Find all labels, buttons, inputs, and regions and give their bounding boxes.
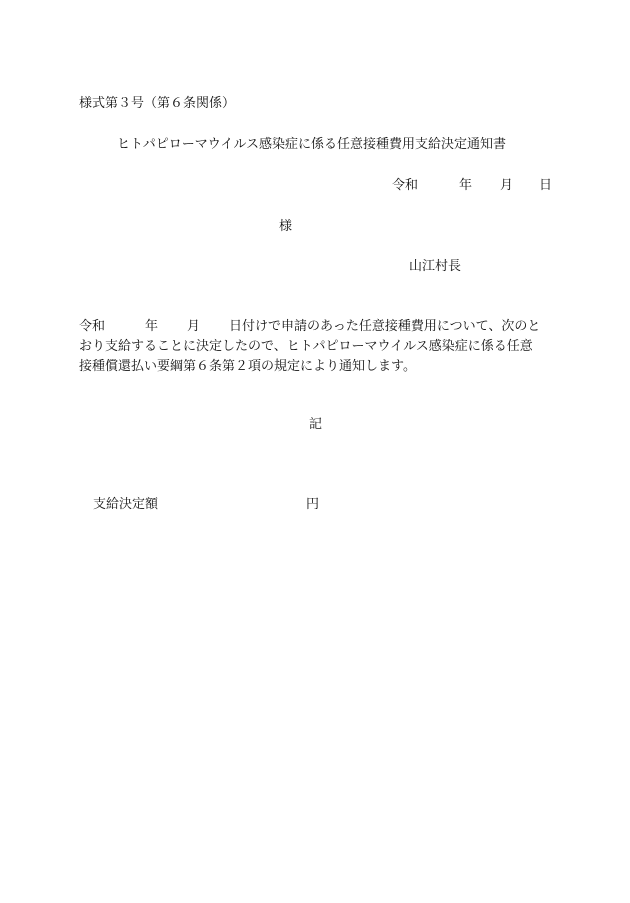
date-year: 年 bbox=[459, 178, 473, 193]
date-day: 日 bbox=[539, 178, 553, 193]
amount-unit: 円 bbox=[306, 497, 320, 512]
body-month: 月 bbox=[187, 319, 201, 334]
body-line-1-text: 日付けで申請のあった任意接種費用について、次のと bbox=[229, 319, 541, 334]
date-era: 令和 bbox=[392, 178, 419, 193]
document-title: ヒトパピローマウイルス感染症に係る任意接種費用支給決定通知書 bbox=[117, 137, 506, 152]
recipient-honorific: 様 bbox=[279, 219, 293, 234]
date-month: 月 bbox=[500, 178, 514, 193]
body-line-2: おり支給することに決定したので、ヒトパピローマウイルス感染症に係る任意 bbox=[79, 339, 533, 354]
body-line-3: 接種償還払い要綱第６条第２項の規定により通知します。 bbox=[79, 359, 416, 374]
form-number: 様式第３号（第６条関係） bbox=[79, 96, 236, 111]
amount-label: 支給決定額 bbox=[93, 497, 159, 512]
body-era: 令和 bbox=[79, 319, 106, 334]
sender-name: 山江村長 bbox=[409, 259, 462, 274]
body-line-1 bbox=[79, 320, 540, 333]
body-year: 年 bbox=[145, 319, 159, 334]
ki-heading: 記 bbox=[309, 417, 323, 432]
